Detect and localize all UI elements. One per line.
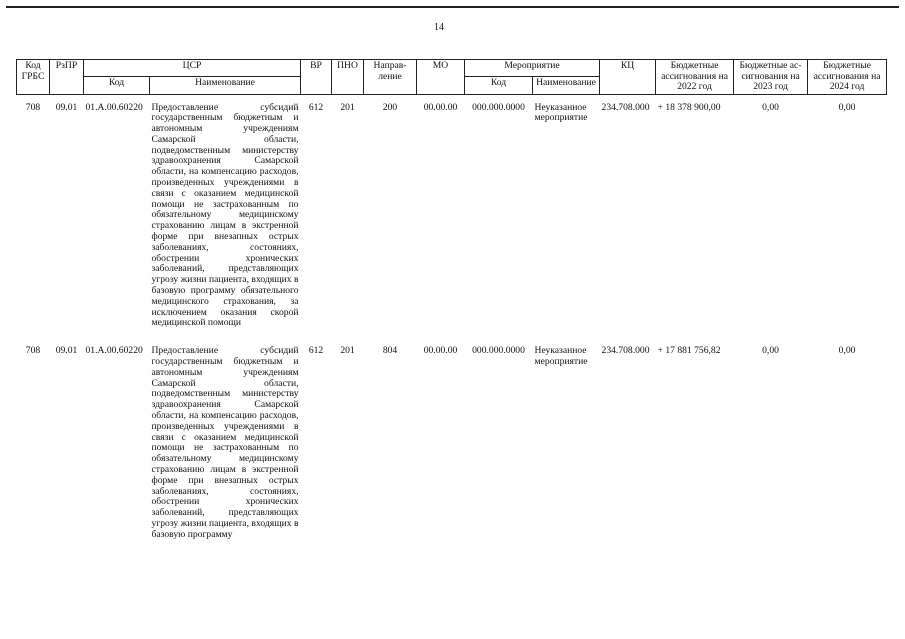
- header-csr-name: Наименование: [150, 77, 301, 94]
- cell-mer-kod: 000.000.0000: [472, 345, 525, 357]
- cell-2024: 0,00: [838, 101, 856, 113]
- cell-2023: 0,00: [762, 345, 779, 357]
- cell-mer-name: Неуказанное мероприятие: [534, 345, 588, 368]
- header-2022: Бюджетные ассигнования на 2022 год: [656, 60, 734, 95]
- cell-grbs: 708: [25, 101, 41, 113]
- cell-2024: 0,00: [838, 345, 856, 357]
- header-pno: ПНО: [332, 60, 364, 95]
- cell-csr-kod: 01.А.00.60220: [85, 101, 143, 113]
- cell-napr: 200: [382, 101, 398, 113]
- cell-name: Предоставление субсидий государственным бюджетным и автономным учреждениям Самарской области, подведомственным министерству здравоохранения Самарской области, на компенсацию расходов, произведенных учреждениями в связи с оказанием медицинской помощи не застрахованным по обязательному медицинскому страхованию лицам в экстренной форме при внезапных острых заболеваниях, состояниях, обострении хронических заболеваний, представляющих угрозу жизни пациента, входящих в базовую программу: [151, 345, 299, 540]
- cell-kc: 234.708.000: [601, 101, 650, 113]
- cell-rzpr: 09.01: [55, 101, 78, 113]
- header-napr: Направ-ление: [364, 60, 417, 95]
- cell-pno: 201: [340, 345, 355, 357]
- header-kc: КЦ: [600, 60, 656, 95]
- cell-rzpr: 09.01: [55, 345, 78, 357]
- cell-grbs: 708: [25, 345, 41, 357]
- header-mer-name: Наименование: [533, 77, 600, 94]
- budget-table: [16, 59, 887, 541]
- cell-mo: 00.00.00: [423, 101, 458, 113]
- table-row: [17, 329, 887, 540]
- header-2024: Бюджетные ассигнования на 2024 год: [808, 60, 887, 95]
- cell-kc: 234.708.000: [601, 345, 650, 357]
- cell-name: Предоставление субсидий государственным бюджетным и автономным учреждениям Самарской области, подведомственным министерству здравоохранения Самарской области, на компенсацию расходов, произведенных учреждениями в связи с оказанием медицинской помощи не застрахованным по обязательному медицинскому страхованию лицам в экстренной форме при внезапных острых заболеваниях, состояниях, обострении хронических заболеваний, представляющих угрозу жизни пациента, входящих в базовую программу обязательного медицинского страхования, за исключением оказания скорой медицинской помощи: [151, 101, 299, 329]
- header-vr: ВР: [301, 60, 332, 95]
- header-csr: ЦСР: [84, 60, 301, 77]
- header-rzpr: РзПР: [50, 60, 84, 95]
- header-meropriyatie: Мероприятие: [465, 60, 600, 77]
- cell-napr: 804: [382, 345, 398, 357]
- cell-vr: 612: [308, 345, 324, 357]
- header-csr-kod: Код: [84, 77, 150, 94]
- cell-csr-kod: 01.А.00.60220: [85, 345, 143, 357]
- cell-2023: 0,00: [762, 101, 779, 113]
- cell-pno: 201: [340, 101, 355, 113]
- header-mer-kod: Код: [465, 77, 533, 94]
- page-number: 14: [434, 22, 444, 33]
- cell-2022: + 17 881 756,82: [657, 345, 721, 357]
- table-row: [17, 94, 887, 329]
- cell-mer-name: Неуказанное мероприятие: [534, 101, 588, 124]
- header-mo: МО: [417, 60, 465, 95]
- cell-vr: 612: [308, 101, 324, 113]
- header-row-1: [17, 60, 887, 77]
- header-2023: Бюджетные ас-сигнования на 2023 год: [734, 60, 808, 95]
- top-rule: [6, 6, 899, 8]
- header-kod-grbs: Код ГРБС: [17, 60, 50, 95]
- cell-2022: + 18 378 900,00: [657, 101, 721, 113]
- cell-mer-kod: 000.000.0000: [472, 101, 525, 113]
- cell-mo: 00.00.00: [423, 345, 458, 357]
